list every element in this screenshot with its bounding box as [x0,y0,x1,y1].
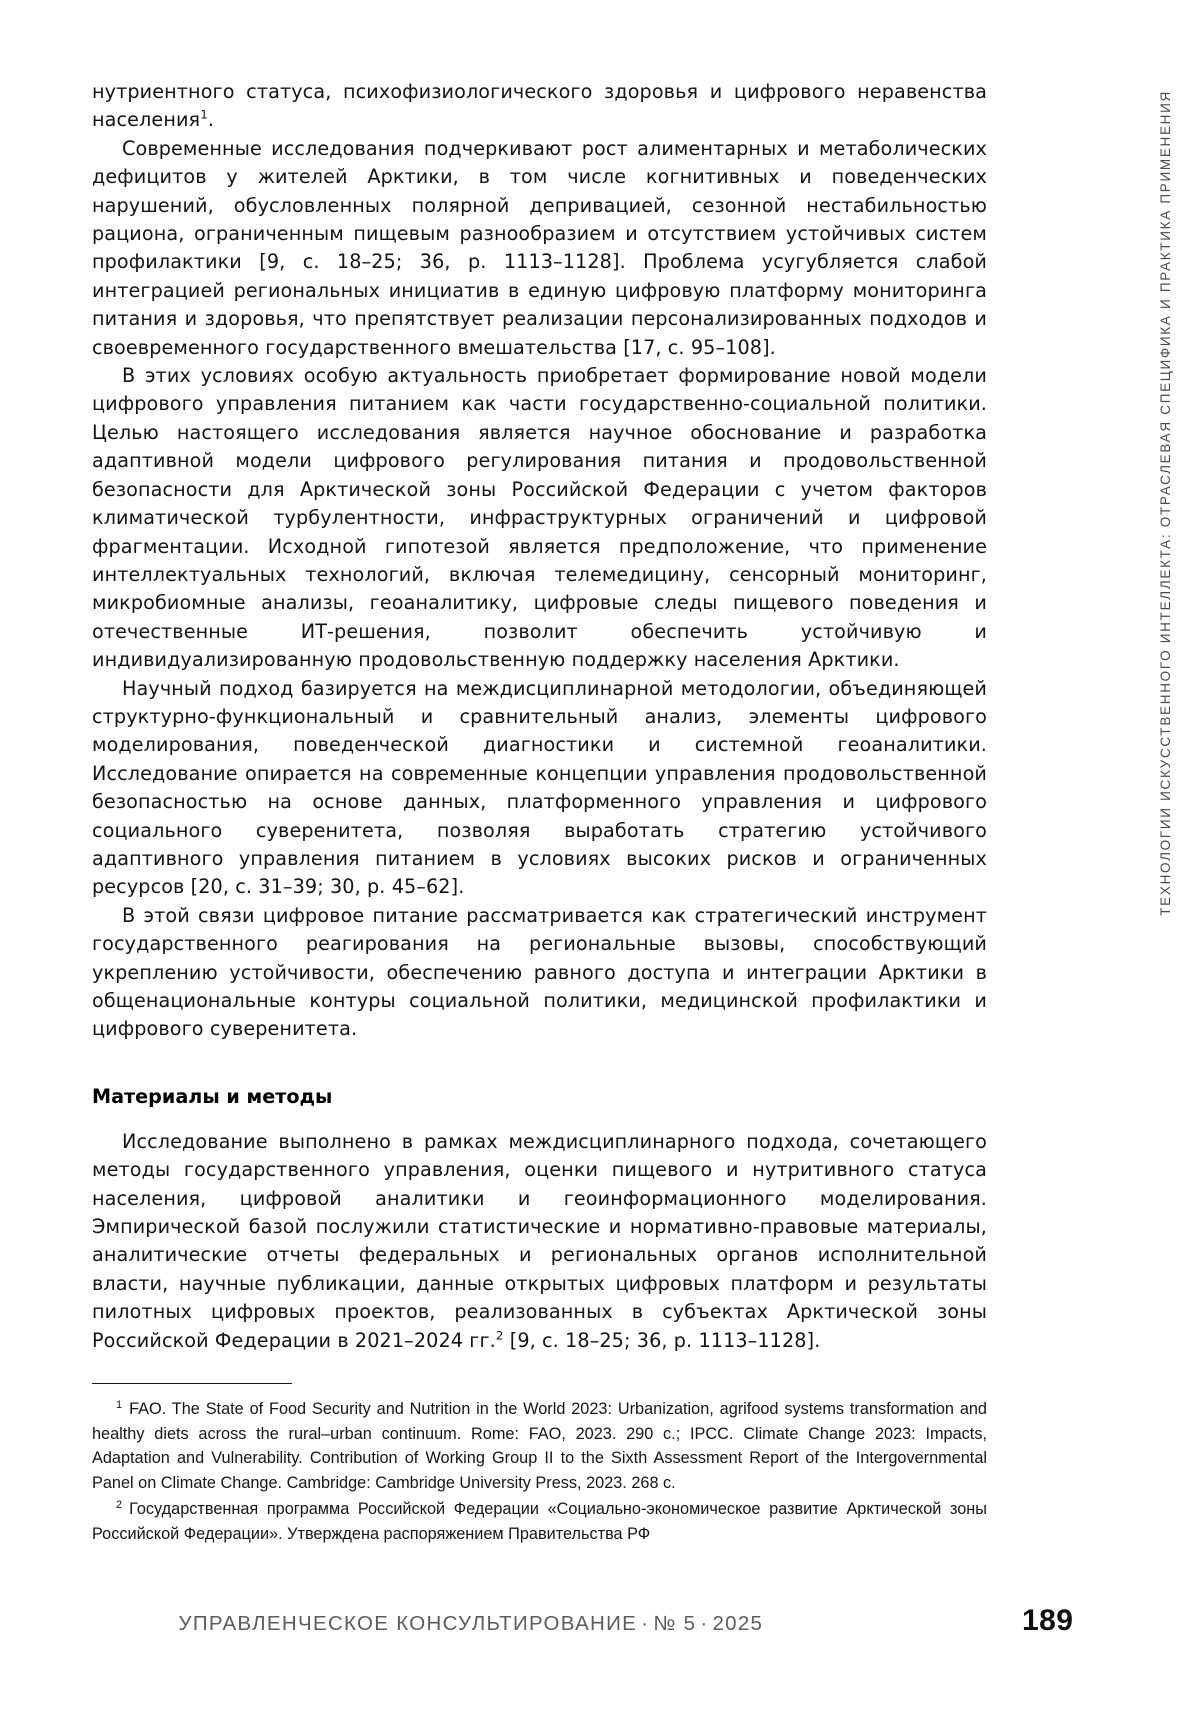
footnote-2-marker: 2 [116,1498,123,1511]
footnote-1 [92,1397,987,1495]
footer-year: 2025 [712,1612,764,1635]
footer-journal-line [179,1612,764,1636]
paragraph-6 [92,1128,987,1355]
paragraph-1-text: нутриентного статуса, психофизиологического здоровья и цифрового неравенства населения [92,80,987,132]
section-heading-materials-and-methods: Материалы и методы [92,1084,333,1108]
page-footer [0,1604,1200,1638]
footnotes-block [92,1383,987,1549]
footnote-separator-rule [92,1383,292,1384]
footnote-1-text: FAO. The State of Food Security and Nutrition in the World 2023: Urbanization, agrifood systems transformation and healthy diets across the rural–urban continuum. Rome: FAO, 2023. 290 c.; IPCC. Climate Change 2023: Impacts, Adaptation and Vulnerability. Contribution of Working Group II to the Sixth Assessment Report of the Intergovernmental Panel on Climate Change. Cambridge: Cambridge University Press, 2023. 268 c. [92,1400,987,1492]
footer-dot-2: · [700,1612,709,1635]
footer-dot-1: · [641,1612,650,1635]
running-head-text: ТЕХНОЛОГИИ ИСКУССТВЕННОГО ИНТЕЛЛЕКТА: ОТРАСЛЕВАЯ СПЕЦИФИКА И ПРАКТИКА ПРИМЕНЕНИЯ [1157,90,1173,916]
footer-journal-name: УПРАВЛЕНЧЕСКОЕ КОНСУЛЬТИРОВАНИЕ [178,1612,638,1635]
paragraph-3: В этих условиях особую актуальность приобретает формирование новой модели цифрового управления питанием как части государственно-социальной политики. Целью настоящего исследования является научное обоснование и разработка адаптивной модели цифрового регулирования питания и продовольственной безопасности для Арктической зоны Российской Федерации с учетом факторов климатической турбулентности, инфраструктурных ограничений и цифровой фрагментации. Исходной гипотезой является предположение, что применение интеллектуальных технологий, включая телемедицину, сенсорный мониторинг, микробиомные анализы, геоаналитику, цифровые следы пищевого поведения и отечественные ИТ-решения, позволит обеспечить устойчивую и индивидуализированную продовольственную поддержку населения Арктики. [92,364,987,672]
paragraph-4: Научный подход базируется на междисциплинарной методологии, объединяющей структурно-функциональный и сравнительный анализ, элементы цифрового моделирования, поведенческой диагностики и системной геоаналитики. Исследование опирается на современные концепции управления продовольственной безопасностью на основе данных, платформенного управления и цифрового социального суверенитета, позволяя выработать стратегию устойчивого адаптивного управления питанием в условиях высоких рисков и ограниченных ресурсов [20, с. 31–39; 30, p. 45–62]. [92,676,987,899]
paragraph-5: В этой связи цифровое питание рассматривается как стратегический инструмент государственного реагирования на региональные вызовы, способствующий укреплению устойчивости, обеспечению равного доступа и интеграции Арктики в общенациональные контуры социальной политики, медицинской профилактики и цифрового суверенитета. [92,903,987,1041]
text-column [92,78,987,1355]
footer-issue: № 5 [653,1612,697,1635]
page-number: 189 [1021,1604,1074,1637]
footnote-ref-1[interactable]: 1 [200,108,208,123]
paragraph-2: Современные исследования подчеркивают рост алиментарных и метаболических дефицитов у жителей Арктики, в том числе когнитивных и поведенческих нарушений, обусловленных полярной депривацией, сезонной нестабильностью рациона, ограниченным пищевым разнообразием и отсутствием устойчивых систем профилактики [9, с. 18–25; 36, p. 1113–1128]. Проблема усугубляется слабой интеграцией региональных инициатив в единую цифровую платформу мониторинга питания и здоровья, что препятствует реализации персонализированных подходов и своевременного государственного вмешательства [17, с. 95–108]. [92,136,987,359]
footnote-2 [92,1497,987,1546]
paragraph-6-text-after: [9, с. 18–25; 36, p. 1113–1128]. [503,1328,821,1352]
vertical-running-head [1148,90,1182,1170]
paragraph-6-text-before: Исследование выполнено в рамках междисциплинарного подхода, сочетающего методы государственного управления, оценки пищевого и нутритивного статуса населения, цифровой аналитики и геоинформационного моделирования. Эмпирической базой послужили статистические и нормативно-правовые материалы, аналитические отчеты федеральных и региональных органов исполнительной власти, научные публикации, данные открытых цифровых платформ и результаты пилотных цифровых проектов, реализованных в субъектах Арктической зоны Российской Федерации в 2021–2024 гг. [92,1129,987,1352]
footnote-1-marker: 1 [116,1398,123,1411]
paragraph-1-tail: . [207,108,215,132]
paragraph-1 [92,78,987,135]
footnote-ref-2[interactable]: 2 [495,1328,504,1343]
footnote-2-text: Государственная программа Российской Федерации «Социально-экономическое развитие Арктической зоны Российской Федерации». Утверждена распоряжением Правительства РФ [92,1500,987,1543]
